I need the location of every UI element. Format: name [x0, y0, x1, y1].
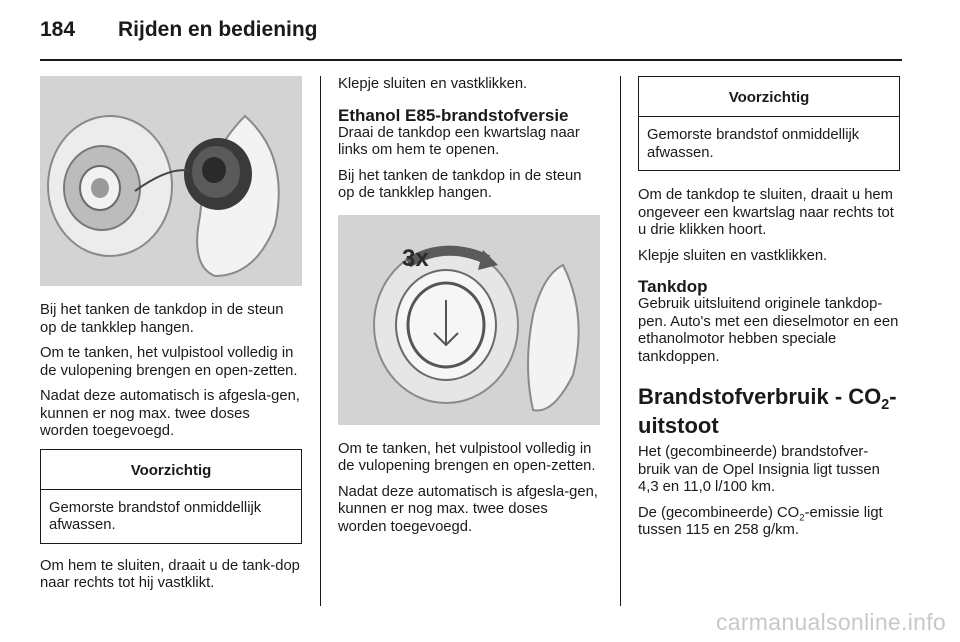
- col1-paragraph-1: Bij het tanken de tankdop in de steun op de tankklep hangen.: [40, 302, 284, 336]
- fuel-flap-illustration: [40, 76, 302, 286]
- tankdop-heading: Tankdop: [638, 277, 708, 296]
- column-2: [338, 76, 600, 544]
- col3-paragraph-4: Het (gecombineerde) brandstofver-bruik van de Opel Insignia ligt tussen 4,3 en 11,0 l/100 km.: [638, 444, 880, 495]
- page-header: [40, 18, 318, 48]
- col2-paragraph-1: Klepje sluiten en vastklikken.: [338, 76, 528, 92]
- col3-paragraph-1: Om de tankdop te sluiten, draait u hem ongeveer een kwartslag naar rechts tot u drie klikken hoort.: [638, 187, 894, 238]
- watermark: carmanualsonline.info: [715, 609, 946, 635]
- fuel-consumption-heading: [638, 382, 900, 440]
- col3-paragraph-5: [638, 505, 900, 540]
- col2-paragraph-4: Om te tanken, het vulpistool volledig in de vulopening brengen en open-zetten.: [338, 440, 596, 474]
- warning-text-1: Gemorste brandstof onmiddellijk afwassen.: [49, 499, 262, 533]
- ethanol-heading: Ethanol E85-brandstofversie: [338, 105, 569, 125]
- rotation-count-label: 3x: [402, 244, 429, 272]
- col1-paragraph-3: Nadat deze automatisch is afgesla-gen, kunnen er nog max. twee doses worden toegevoegd.: [40, 388, 300, 439]
- col2-paragraph-2: Draai de tankdop een kwartslag naar links om hem te openen.: [338, 124, 580, 158]
- col3-paragraph-2: Klepje sluiten en vastklikken.: [638, 247, 828, 264]
- warning-box-2: [638, 76, 900, 171]
- fuel-cap-figure-1: [40, 76, 302, 286]
- emission-text-pre: De (gecombineerde) CO: [638, 504, 800, 521]
- col1-paragraph-2: Om te tanken, het vulpistool volledig in de vulopening brengen en open-zetten.: [40, 345, 298, 379]
- heading-subscript: 2: [881, 397, 890, 413]
- warning-text-2: Gemorste brandstof onmiddellijk afwassen.: [647, 127, 860, 161]
- page-number: 184: [40, 18, 76, 41]
- column-3: [638, 76, 900, 548]
- column-divider-2: [620, 76, 621, 606]
- column-1: [40, 76, 302, 601]
- col1-paragraph-4: Om hem te sluiten, draait u de tank-dop naar rechts tot hij vastklikt.: [40, 557, 300, 591]
- warning-title-2: Voorzichtig: [639, 77, 899, 117]
- emission-subscript: 2: [799, 511, 805, 523]
- ethanol-cap-illustration: [338, 215, 600, 425]
- header-rule: [40, 59, 902, 61]
- warning-box-1: [40, 449, 302, 544]
- col2-paragraph-5: Nadat deze automatisch is afgesla-gen, kunnen er nog max. twee doses worden toegevoegd.: [338, 483, 598, 535]
- col2-paragraph-3: Bij het tanken de tankdop in de steun op de tankklep hangen.: [338, 167, 582, 201]
- heading-text-post: -uitstoot: [638, 384, 897, 438]
- heading-text-pre: Brandstofverbruik - CO: [638, 384, 882, 409]
- col3-paragraph-3: Gebruik uitsluitend originele tankdop-pen. Auto's met een dieselmotor en een ethanolmotor hebben speciale tankdoppen.: [638, 296, 899, 365]
- emission-text-post: -emissie ligt tussen 115 en 258 g/km.: [638, 504, 883, 538]
- column-divider-1: [320, 76, 321, 606]
- fuel-cap-figure-2: [338, 215, 600, 425]
- warning-title-1: Voorzichtig: [41, 450, 301, 490]
- chapter-title: Rijden en bediening: [118, 18, 318, 41]
